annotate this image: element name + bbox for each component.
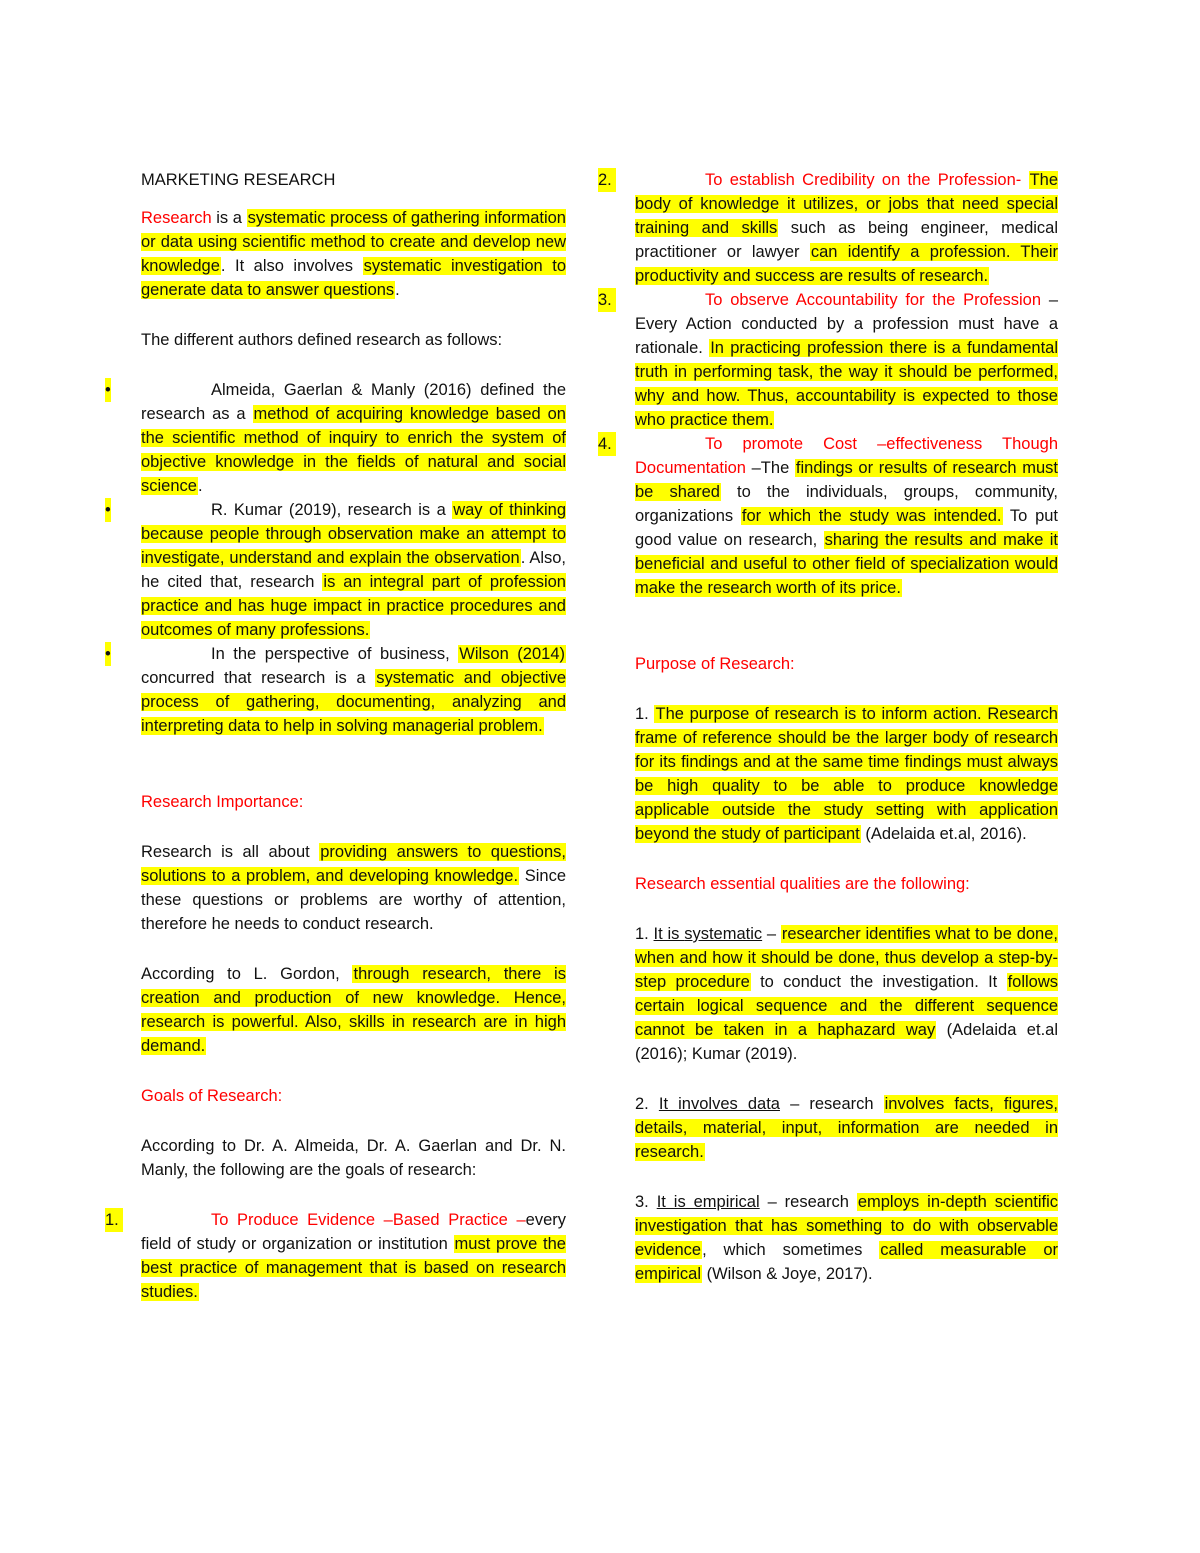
highlight: Wilson (2014) <box>459 645 565 663</box>
quality-item: 2. It involves data – research involves facts, figures, details, material, input, information are needed in research. <box>635 1095 1058 1161</box>
bullet-icon: • <box>105 642 111 666</box>
highlight: systematic process of gathering information or data using scientific method to create and develop new knowledge <box>141 209 566 275</box>
goal-item: 3. To observe Accountability for the Profession –Every Action conducted by a profession must have a rationale. In practicing profession there is a fundamental truth in performing task, the way it should be performed, why and how. Thus, accountability is expected to those who practice them. <box>598 288 1058 432</box>
quality-label: It is systematic <box>653 925 763 943</box>
highlight: systematic and objective process of gathering, documenting, analyzing and interpreting data to help in solving managerial problem. <box>141 669 566 735</box>
highlight: providing answers to questions, solutions to a problem, and developing knowledge. <box>141 843 566 885</box>
importance-paragraph: According to L. Gordon, through research, there is creation and production of new knowledge. Hence, research is powerful. Also, skills in research are in high demand. <box>141 965 566 1055</box>
goal-number: 4. <box>598 432 616 456</box>
goals-intro: According to Dr. A. Almeida, Dr. A. Gaerlan and Dr. N. Manly, the following are the goals of research: <box>141 1137 566 1179</box>
goal-title: To observe Accountability for the Profession <box>705 291 1042 309</box>
highlight: can identify a profession. Their productivity and success are results of research. <box>635 243 1058 285</box>
highlight: is an integral part of profession practice and has huge impact in practice procedures and outcomes of many professions. <box>141 573 566 639</box>
bullet-item: • R. Kumar (2019), research is a way of thinking because people through observation make an attempt to investigate, understand and explain the observation. Also, he cited that, research is an integral part of profession practice and has huge impact in practice procedures and outcomes of many professions. <box>141 498 566 642</box>
goal-title: To promote Cost –effectiveness Though Documentation <box>635 435 1058 477</box>
highlight: sharing the results and make it beneficial and useful to other field of specialization would make the research worth of its price. <box>635 531 1059 597</box>
highlight: In practicing profession there is a fundamental truth in performing task, the way it should be performed, why and how. Thus, accountability is expected to those who practice them. <box>635 339 1058 429</box>
page-title: MARKETING RESEARCH <box>141 171 336 189</box>
purpose-heading: Purpose of Research: <box>635 655 795 673</box>
right-column <box>598 168 1058 1312</box>
goal-number: 3. <box>598 288 616 312</box>
highlight: way of thinking because people through observation make an attempt to investigate, understand and explain the observation <box>141 501 566 567</box>
highlight: through research, there is creation and production of new knowledge. Hence, research is powerful. Also, skills in research are in high demand. <box>141 965 566 1055</box>
highlight: method of acquiring knowledge based on the scientific method of inquiry to enrich the system of objective knowledge in the fields of natural and social science <box>141 405 566 495</box>
bullet-item: • Almeida, Gaerlan & Manly (2016) defined the research as a method of acquiring knowledge based on the scientific method of inquiry to enrich the system of objective knowledge in the fields of natural and social science. <box>141 378 566 498</box>
left-column <box>105 168 566 1304</box>
highlight: employs in-depth scientific investigation that has something to do with observable evidence <box>635 1193 1058 1259</box>
authors-intro: The different authors defined research as follows: <box>141 331 503 349</box>
goal-title: To Produce Evidence –Based Practice – <box>211 1211 526 1229</box>
goal-number: 2. <box>598 168 616 192</box>
highlight: for which the study was intended. <box>741 507 1002 525</box>
quality-item: 1. It is systematic – researcher identifies what to be done, when and how it should be done, thus develop a step-by-step procedure to conduct the investigation. It follows certain logical sequence and the different sequence cannot be taken in a haphazard way (Adelaida et.al (2016); Kumar (2019). <box>635 925 1058 1063</box>
quality-label: It is empirical <box>656 1193 760 1211</box>
goals-heading: Goals of Research: <box>141 1087 283 1105</box>
goal-title: To establish Credibility on the Profession- <box>705 171 1022 189</box>
highlight: findings or results of research must be shared <box>635 459 1059 501</box>
right-body <box>598 600 1058 1286</box>
goal-number: 1. <box>105 1208 123 1232</box>
highlight: The purpose of research is to inform action. Research frame of reference should be the larger body of research for its findings and at the same time findings must always be high quality to be able to produce knowledge applicable outside the study setting with application beyond the study of participant <box>635 705 1058 843</box>
highlight: called measurable or empirical <box>635 1241 1058 1283</box>
highlight: must prove the best practice of management that is based on research studies. <box>141 1235 566 1301</box>
research-term: Research <box>141 209 212 227</box>
bullet-icon: • <box>105 498 111 522</box>
goal-item: 1. To Produce Evidence –Based Practice –every field of study or organization or institution must prove the best practice of management that is based on research studies. <box>141 1208 566 1304</box>
quality-item: 3. It is empirical – research employs in-depth scientific investigation that has something to do with observable evidence, which sometimes called measurable or empirical (Wilson & Joye, 2017). <box>635 1193 1058 1283</box>
highlight: systematic investigation to generate data to answer questions <box>141 257 566 299</box>
highlight: involves facts, figures, details, material, input, information are needed in research. <box>635 1095 1058 1161</box>
quality-label: It involves data <box>658 1095 780 1113</box>
goal-item: 2. To establish Credibility on the Profession- The body of knowledge it utilizes, or jobs that need special training and skills such as being engineer, medical practitioner or lawyer can identify a profession. Their productivity and success are results of research. <box>598 168 1058 288</box>
highlight: The body of knowledge it utilizes, or jobs that need special training and skills <box>635 171 1058 237</box>
purpose-paragraph: 1. The purpose of research is to inform action. Research frame of reference should be the larger body of research for its findings and at the same time findings must always be high quality to be able to produce knowledge applicable outside the study setting with application beyond the study of participant (Adelaida et.al, 2016). <box>635 705 1058 843</box>
bullet-item: • In the perspective of business, Wilson (2014) concurred that research is a systematic and objective process of gathering, documenting, analyzing and interpreting data to help in solving managerial problem. <box>141 642 566 738</box>
research-definition: Research is a systematic process of gathering information or data using scientific method to create and develop new knowledge. It also involves systematic investigation to generate data to answer questions. <box>141 209 566 299</box>
importance-heading: Research Importance: <box>141 793 304 811</box>
goal-item: 4. To promote Cost –effectiveness Though Documentation –The findings or results of research must be shared to the individuals, groups, community, organizations for which the study was intended. To put good value on research, sharing the results and make it beneficial and useful to other field of specialization would make the research worth of its price. <box>598 432 1058 600</box>
highlight: researcher identifies what to be done, when and how it should be done, thus develop a step-by-step procedure <box>635 925 1058 991</box>
importance-paragraph: Research is all about providing answers to questions, solutions to a problem, and developing knowledge. Since these questions or problems are worthy of attention, therefore he needs to conduct research. <box>141 843 566 933</box>
highlight: follows certain logical sequence and the different sequence cannot be taken in a haphazard way <box>635 973 1058 1039</box>
qualities-heading: Research essential qualities are the following: <box>635 875 970 893</box>
bullet-icon: • <box>105 378 111 402</box>
